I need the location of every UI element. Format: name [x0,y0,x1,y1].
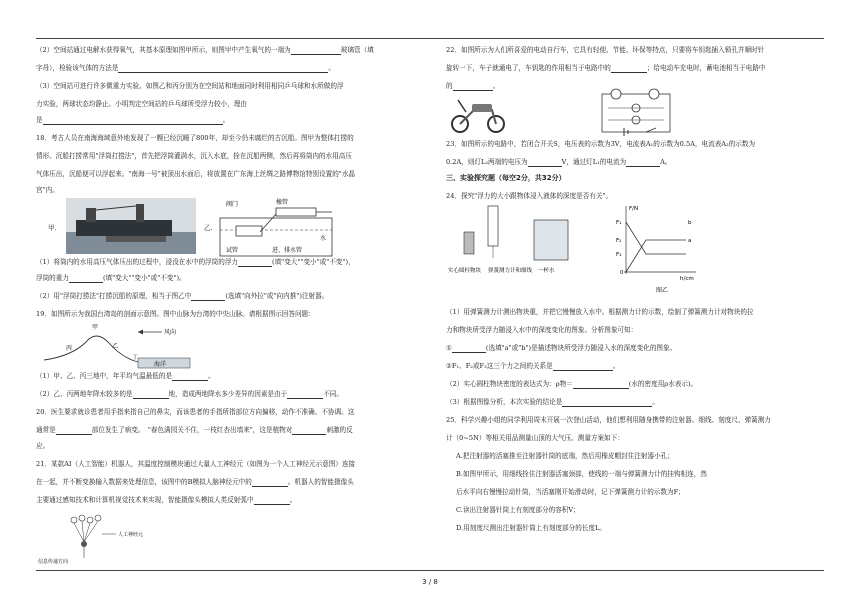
q19-line1: 19．如图所示为我国台湾岛的剖面示意图。图中山脉为台湾的中央山脉。请根据图示回答问题： [36,310,315,318]
blank[interactable] [254,497,290,505]
f3-label: F₃ [616,252,622,258]
electric-bike-image [448,92,508,134]
curve-b: b [688,220,692,226]
q18-line4: 宫"内。 [36,186,59,194]
blank[interactable] [69,275,103,283]
q22-line1: 22．如图所示为人们所喜爱的电动自行车，它具有轻便、节能、环保等特点，只要将车钥匙插入锁孔并顺时针 [446,46,765,54]
buoyancy-experiment-figures [446,202,706,294]
fig18-yi-label: 乙. [204,224,213,232]
artificial-neuron-diagram [38,510,168,564]
q18-line3: 气体压出，沉船便可以浮起来。"南海一号"被顶出水面后，将放置在广东海上丝绸之路博物馆特别设置的"水晶 [36,170,356,178]
fig19-ding: 丁 [132,354,139,361]
neuron-label: 人工神经元 [118,532,144,538]
blank[interactable] [133,391,169,399]
q18-1-line2: 浮筒的重力 (填"变大""变小"或"不变")。 [36,274,186,282]
q18-line2: 情形。沉船打捞常用"浮筒打捞法"，首先把浮筒灌满水，沉入水底，拴在沉船两侧，然后再将筒内的水用高压 [36,152,352,160]
f1-label: F₁ [616,220,622,226]
q25-line1: 25．科学兴趣小组的同学利用周末开展一次登山活动，他们想利用随身携带的注射器、细线、刻度尺、弹簧测力 [446,416,771,424]
q17-3-line1: （3）空间站可进行许多微重力实验。如图乙和丙分别为在空间站和地面同时利用相同乒乓球和水所做的浮 [36,82,344,90]
q20-line3: 应。 [36,442,50,450]
fig19-yi: 乙 [112,343,119,350]
blank[interactable] [291,47,341,55]
water-label: 水 [320,235,327,242]
spring-scale-label: 弹簧测力计和细线 [488,268,533,274]
syringe-model-diagram [216,196,336,258]
curve-a: a [688,238,692,244]
fig-caption: 图乙 [656,287,669,294]
tube-label: 橡管 [276,199,289,206]
blank[interactable] [118,65,328,73]
q24-1-line2: 力和物块所受浮力随浸入水中的深度变化的图象。分析图象可知： [446,326,638,334]
blank[interactable] [528,159,562,167]
origin-label: 0 [620,270,624,276]
testtube-label: 试管 [226,247,239,254]
blank[interactable] [287,391,323,399]
ship-salvage-photo [66,198,196,254]
fig19-sea: 海洋 [154,361,167,368]
q21-line3: 主要通过感知技术和计算机视觉技术来实现，智能摄像头模拟人类反射弧中 。 [36,496,297,504]
q21-line2: 在一起，并不断变换输入数据来处理信息，该图中的B模拟人脑神经元中的 。机器人的智能摄像头 [36,478,354,486]
axis-hcm: h/cm [680,276,694,282]
q25-step-d: D.用刻度尺测出注射器针筒上有刻度部分的长度L。 [456,524,606,532]
blank[interactable] [626,159,660,167]
q18-2-line: （2）用"浮筒打捞法"打捞沉船的原理，相当于图乙中 (选填"向外拉"或"向内推")注射器。 [36,292,329,300]
q23-line1: 23．如图所示的电路中，若闭合开关S，电压表的示数为3V，电流表A₁的示数为0.5A，电流表A₂的示数为 [446,140,756,148]
q25-step-b1: B.如图甲所示，用细线拴住注射器活塞颈部，使线的一端与弹簧测力计的挂钩相连，然 [456,470,707,478]
fig19-jia: 甲 [92,324,99,331]
valve-label: 阀门 [226,201,239,208]
blank[interactable] [553,363,613,371]
q24-1-line1: （1）用弹簧测力计测出物块重，并把它慢慢放入水中。根据测力计的示数，绘制了弹簧测力计对物块的拉 [446,308,754,316]
q21-line1: 21．某款AI（人工智能）机器人，其温度控制模块通过大量人工神经元（如图为一个人工神经元示意图）连接 [36,460,356,468]
inout-pipe-label: 进、排水管 [272,247,303,254]
q24-line1: 24．探究"浮力的大小跟物体浸入液体的深度是否有关"。 [446,192,613,200]
fig18-jia-label: 甲. [48,224,57,232]
f2-label: F₂ [616,238,622,244]
blank[interactable] [191,293,225,301]
section-heading: 三、实验探究题（每空2分，共32分） [446,174,566,182]
q25-step-a: A.把注射器的活塞推至注射器针筒的底端，然后用橡皮帽封住注射器小孔； [456,452,674,460]
q17-3-line2: 力实验，两球状态均静止。小明判定空间站的乒乓球所受浮力较小，理由 [36,100,247,108]
blank[interactable] [56,427,92,435]
q19-1-line: （1）甲、乙、丙三地中，年平均气温最低的是 。 [36,372,215,380]
q22-line3: 的 。 [446,82,500,90]
q17-3-line3: 是 。 [36,116,230,124]
blank[interactable] [452,345,486,353]
q24-3-line: （3）根据图像分析，本次实验的结论是 。 [446,398,659,406]
q18-1-line1: （1）将筒内的水用高压气体压出的过程中，浸没在水中的浮筒的浮力 (填"变大""变小"或"不变")， [36,258,355,266]
neuron-caption: 信息传递方向 [38,559,69,564]
q20-line1: 20．医生要求就诊患者用手指来指自己的鼻尖，而该患者的手指所指部位方向偏移，动作不准确、不协调。这 [36,408,355,416]
q24-2-line: （2）实心圆柱物块密度的表达式为：ρ物＝ (水的密度用ρ水表示)。 [446,380,698,388]
blank[interactable] [573,381,629,389]
q25-line2: 计（0~5N）等相关用品测量山顶的大气压。测量方案如下： [446,434,624,442]
blank[interactable] [292,427,326,435]
bottom-rule [36,570,824,571]
cup-label: 一杯水 [538,268,555,274]
q24-1-line3: ① (选填"a"或"b")是描述物块所受浮力随浸入水的深度变化的图象。 [446,344,677,352]
blank[interactable] [172,373,208,381]
blank[interactable] [252,479,288,487]
q19-2-line: （2）乙、丙两地年降水较多的是 地，造成两地降水多少差异的因素是由于 不同。 [36,390,343,398]
blank[interactable] [562,399,652,407]
q22-line2: 旋转一下，车子就通电了，车钥匙的作用相当于电路中的 ；给电动车充电时，蓄电池相当于电路中 [446,64,766,72]
axis-fn: F/N [629,206,639,212]
page-number: 3 / 8 [422,578,438,586]
blank[interactable] [238,259,272,267]
taiwan-profile-diagram [42,322,192,370]
circuit-diagram [596,88,676,138]
q17-2-line2: 字母），检验该气体的方法是 。 [36,64,336,72]
q24-1-line4: ②F₁、F₂或F₃这三个力之间的关系是 。 [446,362,620,370]
fig19-wind: 风向 [164,329,177,336]
blank[interactable] [453,83,493,91]
blank[interactable] [611,65,647,73]
q18-line1: 18．考古人员在南海海域意外地发现了一艘已经沉睡了800年，却至今仍未腐烂的古沉船。图甲为整体打捞的 [36,134,354,142]
q25-step-b2: 后水平向右慢慢拉动针筒，当活塞刚开始滑动时，记下弹簧测力计的示数为F； [456,488,685,496]
fig19-bing: 丙 [66,345,73,352]
q25-step-c: C.读出注射器针筒上有刻度部分的容积V； [456,506,580,514]
object-label: 实心圆柱物块 [448,268,482,274]
top-rule [36,38,824,39]
q23-line2: 0.2A，则灯L₂两端的电压为 V，通过灯L₁的电流为 A。 [446,158,672,166]
blank[interactable] [43,117,223,125]
q20-line2: 通常是 部位发生了病变。 "春色满园关不住，一枝红杏出墙来"，这是植物对 刺激的反 [36,426,353,434]
q17-2-line1: （2）空间站通过电解水获得氧气，其基本原理如图甲所示，则图甲中产生氧气的一端为 玻璃管（填 [36,46,374,54]
